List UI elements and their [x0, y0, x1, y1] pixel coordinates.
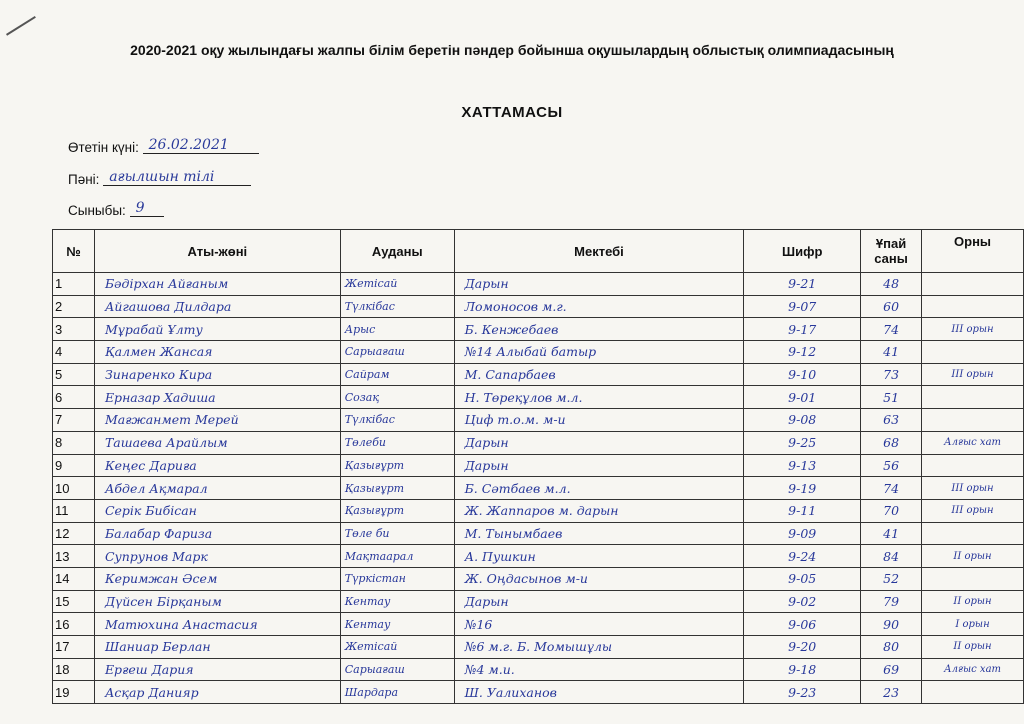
student-name-cell: Ерғеш Дария — [94, 658, 340, 681]
code-cell: 9-06 — [744, 613, 861, 636]
row-number-cell: 12 — [53, 522, 95, 545]
date-label: Өтетін күні: — [68, 140, 139, 155]
code-cell: 9-17 — [744, 318, 861, 341]
school-cell: Ж. Жаппаров м. дарын — [454, 499, 744, 522]
school-cell: Ш. Уалиханов — [454, 681, 744, 704]
student-name-cell: Бәдірхан Айғаным — [94, 273, 340, 296]
student-name-cell: Керимжан Әсем — [94, 567, 340, 590]
place-cell — [922, 386, 1024, 409]
table-header-row — [53, 230, 1024, 273]
school-cell: Дарын — [454, 431, 744, 454]
row-number-cell: 16 — [53, 613, 95, 636]
code-cell: 9-24 — [744, 545, 861, 568]
score-cell: 68 — [861, 431, 922, 454]
row-number-cell: 13 — [53, 545, 95, 568]
student-name-cell: Зинаренко Кира — [94, 363, 340, 386]
place-cell: ІІ орын — [922, 545, 1024, 568]
district-cell: Сайрам — [340, 363, 454, 386]
student-name-cell: Қалмен Жансая — [94, 341, 340, 364]
district-cell: Арыс — [340, 318, 454, 341]
score-cell: 84 — [861, 545, 922, 568]
school-cell: №14 Алыбай батыр — [454, 341, 744, 364]
student-name-cell: Ерназар Хадиша — [94, 386, 340, 409]
document-heading: 2020-2021 оқу жылындағы жалпы білім беретін пәндер бойынша оқушылардың облыстық олимпиадасының — [130, 42, 894, 58]
table-row — [53, 363, 1024, 386]
school-cell: Дарын — [454, 273, 744, 296]
district-cell: Кентау — [340, 613, 454, 636]
place-cell — [922, 681, 1024, 704]
date-value: 26.02.2021 — [143, 137, 259, 154]
place-cell: ІІ орын — [922, 636, 1024, 659]
code-cell: 9-25 — [744, 431, 861, 454]
student-name-cell: Дүйсен Бірқаным — [94, 590, 340, 613]
place-cell — [922, 454, 1024, 477]
subject-field — [68, 169, 251, 189]
district-cell: Түлкібас — [340, 409, 454, 432]
row-number-cell: 6 — [53, 386, 95, 409]
school-cell: М. Сапарбаев — [454, 363, 744, 386]
table-row — [53, 386, 1024, 409]
district-cell: Қазығұрт — [340, 477, 454, 500]
score-cell: 48 — [861, 273, 922, 296]
code-cell: 9-07 — [744, 295, 861, 318]
district-cell: Қазығұрт — [340, 454, 454, 477]
school-cell: Б. Кенжебаев — [454, 318, 744, 341]
score-cell: 70 — [861, 499, 922, 522]
place-cell: Алғыс хат — [922, 431, 1024, 454]
student-name-cell: Матюхина Анастасия — [94, 613, 340, 636]
row-number-cell: 2 — [53, 295, 95, 318]
student-name-cell: Серік Бибісан — [94, 499, 340, 522]
district-cell: Жетісай — [340, 273, 454, 296]
table-row — [53, 341, 1024, 364]
school-cell: Дарын — [454, 590, 744, 613]
column-header-code: Шифр — [744, 230, 861, 273]
column-header-number: № — [53, 230, 95, 273]
place-cell — [922, 341, 1024, 364]
code-cell: 9-18 — [744, 658, 861, 681]
school-cell: М. Тынымбаев — [454, 522, 744, 545]
table-row — [53, 545, 1024, 568]
table-row — [53, 567, 1024, 590]
column-header-name: Аты-жөні — [94, 230, 340, 273]
table-row — [53, 318, 1024, 341]
code-cell: 9-21 — [744, 273, 861, 296]
row-number-cell: 9 — [53, 454, 95, 477]
code-cell: 9-13 — [744, 454, 861, 477]
table-row — [53, 681, 1024, 704]
row-number-cell: 8 — [53, 431, 95, 454]
row-number-cell: 1 — [53, 273, 95, 296]
table-row — [53, 477, 1024, 500]
student-name-cell: Кеңес Дариға — [94, 454, 340, 477]
column-header-score: Ұпай саны — [861, 230, 922, 273]
district-cell: Түркістан — [340, 567, 454, 590]
place-cell — [922, 295, 1024, 318]
scan-artifact-line — [6, 16, 36, 36]
row-number-cell: 5 — [53, 363, 95, 386]
school-cell: Б. Сәтбаев м.л. — [454, 477, 744, 500]
district-cell: Түлкібас — [340, 295, 454, 318]
school-cell: Ж. Оңдасынов м-и — [454, 567, 744, 590]
place-cell: ІІІ орын — [922, 499, 1024, 522]
score-cell: 56 — [861, 454, 922, 477]
row-number-cell: 11 — [53, 499, 95, 522]
score-cell: 74 — [861, 477, 922, 500]
table-row — [53, 454, 1024, 477]
student-name-cell: Шаниар Берлан — [94, 636, 340, 659]
place-cell — [922, 567, 1024, 590]
district-cell: Созақ — [340, 386, 454, 409]
table-row — [53, 590, 1024, 613]
code-cell: 9-12 — [744, 341, 861, 364]
grade-label: Сыныбы: — [68, 203, 126, 218]
code-cell: 9-05 — [744, 567, 861, 590]
place-cell: Алғыс хат — [922, 658, 1024, 681]
score-cell: 90 — [861, 613, 922, 636]
student-name-cell: Абдел Ақмарал — [94, 477, 340, 500]
table-row — [53, 522, 1024, 545]
code-cell: 9-09 — [744, 522, 861, 545]
score-cell: 69 — [861, 658, 922, 681]
code-cell: 9-23 — [744, 681, 861, 704]
school-cell: Н. Төреқұлов м.л. — [454, 386, 744, 409]
district-cell: Шардара — [340, 681, 454, 704]
table-row — [53, 431, 1024, 454]
table-row — [53, 636, 1024, 659]
code-cell: 9-02 — [744, 590, 861, 613]
row-number-cell: 19 — [53, 681, 95, 704]
code-cell: 9-20 — [744, 636, 861, 659]
row-number-cell: 10 — [53, 477, 95, 500]
student-name-cell: Супрунов Марк — [94, 545, 340, 568]
student-name-cell: Ташаева Арайлым — [94, 431, 340, 454]
column-header-district: Ауданы — [340, 230, 454, 273]
district-cell: Мақтаарал — [340, 545, 454, 568]
table-row — [53, 499, 1024, 522]
school-cell: А. Пушкин — [454, 545, 744, 568]
results-table — [52, 229, 1024, 704]
place-cell: ІІІ орын — [922, 363, 1024, 386]
score-cell: 23 — [861, 681, 922, 704]
row-number-cell: 14 — [53, 567, 95, 590]
subject-label: Пәні: — [68, 172, 100, 187]
code-cell: 9-11 — [744, 499, 861, 522]
place-cell: І орын — [922, 613, 1024, 636]
row-number-cell: 17 — [53, 636, 95, 659]
student-name-cell: Мұрабай Ұлту — [94, 318, 340, 341]
score-cell: 74 — [861, 318, 922, 341]
grade-value: 9 — [130, 200, 164, 217]
score-cell: 41 — [861, 341, 922, 364]
score-cell: 80 — [861, 636, 922, 659]
score-cell: 63 — [861, 409, 922, 432]
column-header-school: Мектебі — [454, 230, 744, 273]
place-cell — [922, 522, 1024, 545]
table-row — [53, 409, 1024, 432]
subject-value: ағылшын тілі — [103, 169, 251, 186]
score-cell: 51 — [861, 386, 922, 409]
district-cell: Қазығұрт — [340, 499, 454, 522]
row-number-cell: 3 — [53, 318, 95, 341]
school-cell: Ломоносов м.г. — [454, 295, 744, 318]
row-number-cell: 7 — [53, 409, 95, 432]
score-cell: 41 — [861, 522, 922, 545]
row-number-cell: 4 — [53, 341, 95, 364]
score-cell: 52 — [861, 567, 922, 590]
row-number-cell: 15 — [53, 590, 95, 613]
table-row — [53, 613, 1024, 636]
district-cell: Төле би — [340, 522, 454, 545]
code-cell: 9-10 — [744, 363, 861, 386]
table-row — [53, 295, 1024, 318]
student-name-cell: Балабар Фариза — [94, 522, 340, 545]
district-cell: Сарыағаш — [340, 658, 454, 681]
place-cell — [922, 409, 1024, 432]
table-row — [53, 273, 1024, 296]
school-cell: №16 — [454, 613, 744, 636]
code-cell: 9-01 — [744, 386, 861, 409]
school-cell: №6 м.г. Б. Момышұлы — [454, 636, 744, 659]
place-cell: ІІ орын — [922, 590, 1024, 613]
score-cell: 79 — [861, 590, 922, 613]
school-cell: Циф т.о.м. м-и — [454, 409, 744, 432]
date-field — [68, 137, 259, 157]
school-cell: №4 м.и. — [454, 658, 744, 681]
score-cell: 73 — [861, 363, 922, 386]
district-cell: Төлеби — [340, 431, 454, 454]
district-cell: Сарыағаш — [340, 341, 454, 364]
place-cell — [922, 273, 1024, 296]
grade-field — [68, 200, 164, 220]
table-row — [53, 658, 1024, 681]
document-title: ХАТТАМАСЫ — [461, 104, 563, 121]
code-cell: 9-19 — [744, 477, 861, 500]
row-number-cell: 18 — [53, 658, 95, 681]
district-cell: Кентау — [340, 590, 454, 613]
code-cell: 9-08 — [744, 409, 861, 432]
place-cell: ІІІ орын — [922, 318, 1024, 341]
score-cell: 60 — [861, 295, 922, 318]
student-name-cell: Айгашова Дилдара — [94, 295, 340, 318]
place-cell: ІІІ орын — [922, 477, 1024, 500]
student-name-cell: Асқар Данияр — [94, 681, 340, 704]
district-cell: Жетісай — [340, 636, 454, 659]
school-cell: Дарын — [454, 454, 744, 477]
column-header-place: Орны — [922, 230, 1024, 273]
student-name-cell: Мағжанмет Мерей — [94, 409, 340, 432]
